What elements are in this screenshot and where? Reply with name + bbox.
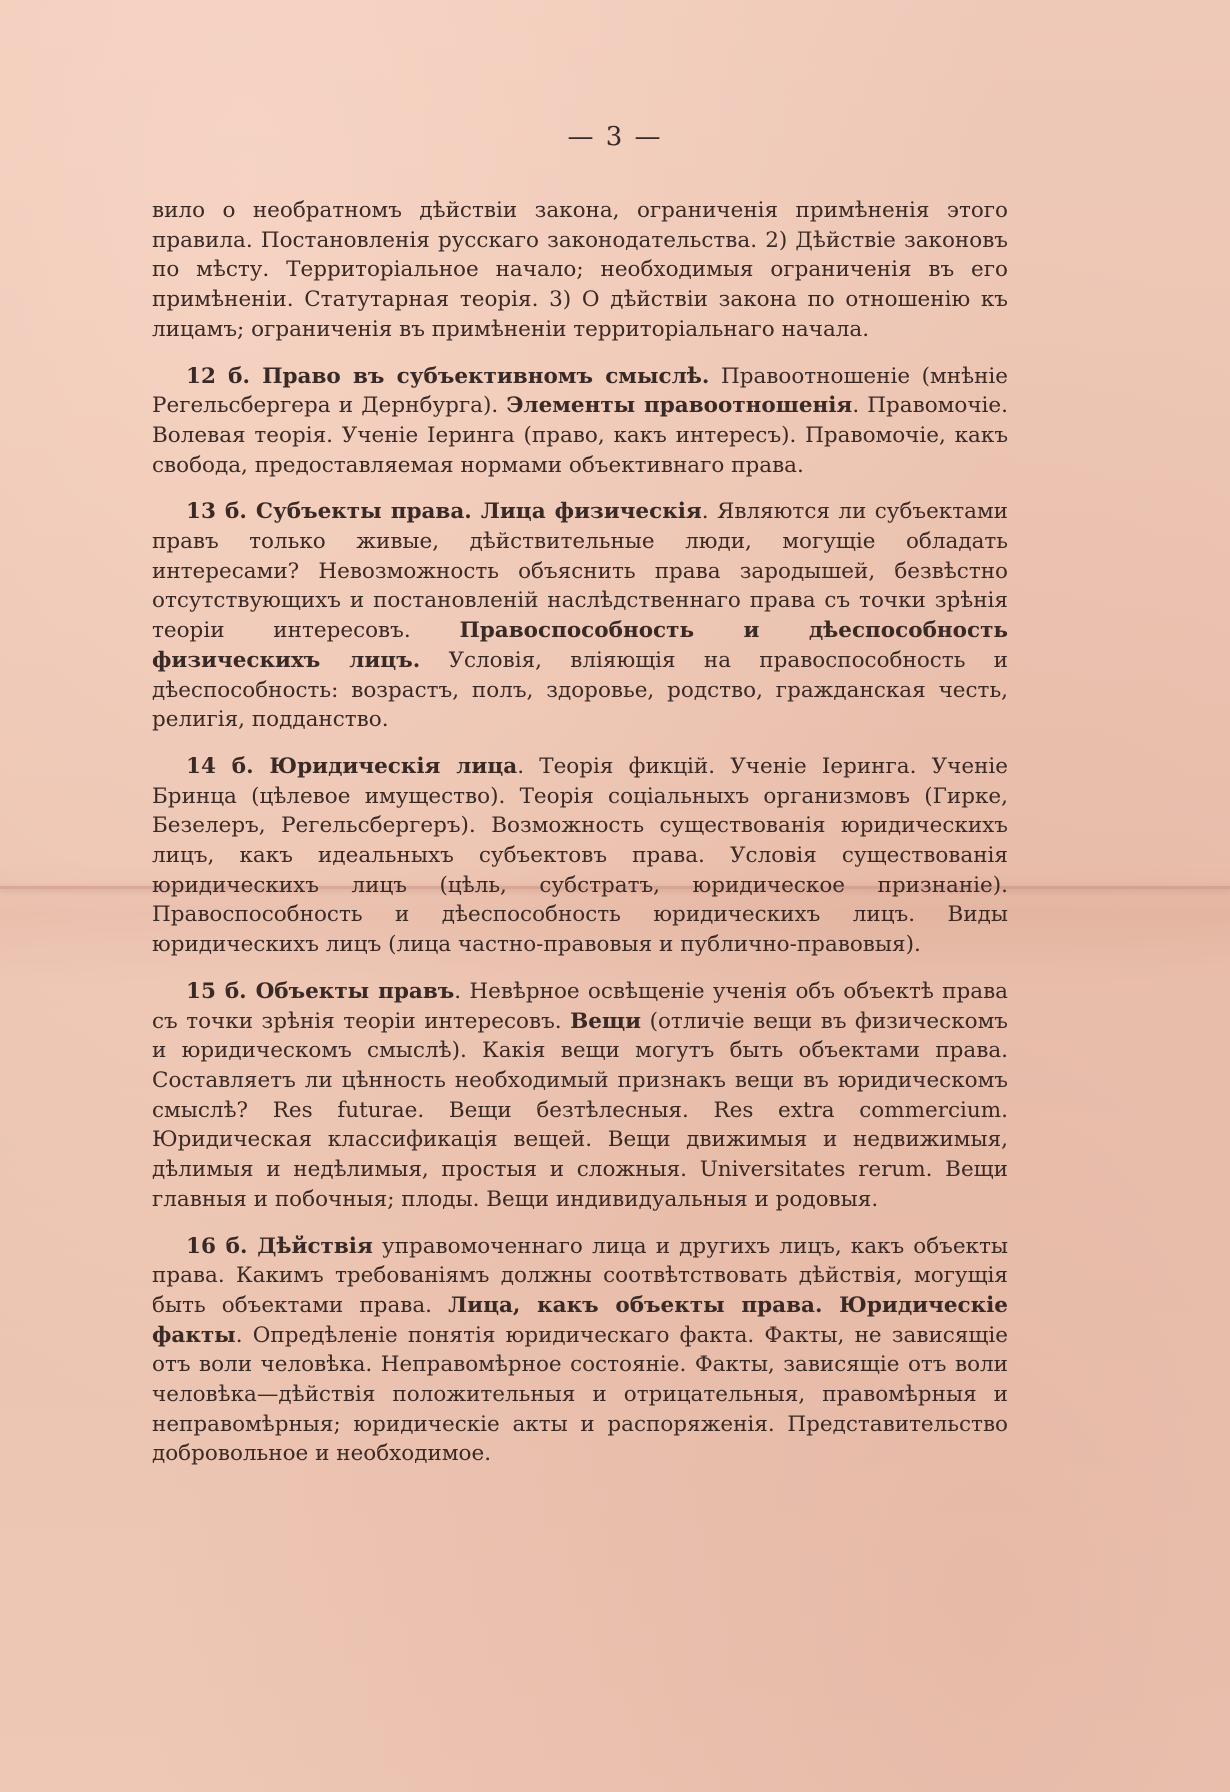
section-heading: 13 б. Субъекты права. Лица физическія bbox=[186, 499, 702, 525]
paragraph-continuation bbox=[152, 196, 1008, 345]
text-segment: Правоотношеніе (мнѣніе Регельсбергера и Дернбурга). bbox=[152, 363, 1008, 419]
text-segment: . Невѣрное освѣщеніе ученія объ объектѣ права съ точки зрѣнія теоріи интересовъ. bbox=[152, 978, 1008, 1034]
document-body bbox=[152, 196, 1008, 1486]
text-segment: (отличіе вещи въ физическомъ и юридическомъ смыслѣ). Какія вещи могутъ быть объектами права. Составляетъ ли цѣнность необходимый признакъ вещи въ юридическомъ смыслѣ? Res futurae. Вещи безтѣлесныя. Res extra commercium. Юридическая классификація вещей. Вещи движимыя и недвижимыя, дѣлимыя и недѣлимыя, простыя и сложныя. Universitates rerum. Вещи главныя и побочныя; плоды. Вещи индивидуальныя и родовыя. bbox=[152, 1008, 1008, 1212]
text-segment: вило о необратномъ дѣйствіи закона, ограниченія примѣненія этого правила. Постановленія русскаго законодательства. 2) Дѣйствіе законовъ по мѣсту. Территоріальное начало; необходимыя ограниченія въ его примѣненіи. Статутарная теорія. 3) О дѣйствіи закона по отношенію къ лицамъ; ограниченія въ примѣненіи территоріальнаго начала. bbox=[152, 198, 1008, 342]
section-heading: 16 б. Дѣйствія bbox=[186, 1233, 373, 1259]
text-segment: Условія, вліяющія на правоспособность и дѣеспособность: возрастъ, полъ, здоровье, родство, гражданская честь, религія, подданство. bbox=[152, 647, 1008, 733]
section-heading: 12 б. Право въ субъективномъ смыслѣ. bbox=[186, 363, 710, 389]
paragraph-section-12 bbox=[152, 362, 1008, 481]
text-segment: . Теорія фикцій. Ученіе Іеринга. Ученіе Бринца (цѣлевое имущество). Теорія соціальныхъ организмовъ (Гирке, Безелеръ, Регельсбергеръ). Возможность существованія юридическихъ лицъ, какъ идеальныхъ субъектовъ права. Условія существованія юридическихъ лицъ (цѣль, субстратъ, юридическое признаніе). Правоспособность и дѣеспособность юридическихъ лицъ. Виды юридическихъ лицъ (лица частно-правовыя и публично-правовыя). bbox=[152, 753, 1009, 958]
text-segment: управомоченнаго лица и другихъ лицъ, какъ объекты права. Какимъ требованіямъ должны соотвѣтствовать дѣйствія, могущія быть объектами права. bbox=[152, 1233, 1008, 1318]
text-segment: . Правомочіе. Волевая теорія. Ученіе Іеринга (право, какъ интересъ). Правомочіе, какъ свобода, предоставляемая нормами объективнаго права. bbox=[152, 393, 1008, 478]
bold-term: Лица, какъ объекты права. Юридическіе факты bbox=[152, 1292, 1008, 1348]
bold-term: Вещи bbox=[570, 1008, 642, 1034]
paragraph-section-13 bbox=[152, 497, 1008, 735]
bold-term: Элементы правоотношенія bbox=[506, 393, 853, 419]
text-segment: . Опредѣленіе понятія юридическаго факта. Факты, не зависящіе отъ воли человѣка. Неправомѣрное состояніе. Факты, зависящіе отъ воли человѣка—дѣйствія положительныя и отрицательныя, правомѣрныя и неправомѣрныя; юридическіе акты и распоряженія. Представительство добровольное и необходимое. bbox=[152, 1322, 1008, 1467]
text-segment: . Являются ли субъектами правъ только живые, дѣйствительные люди, могущіе обладать интересами? Невозможность объяснить права зародышей, безвѣстно отсутствующихъ и постановленій наслѣдственнаго права съ точки зрѣнія теоріи интересовъ. bbox=[152, 499, 1008, 644]
paragraph-section-14 bbox=[152, 752, 1008, 960]
section-heading: 15 б. Объекты правъ bbox=[186, 978, 455, 1004]
section-heading: 14 б. Юридическія лица bbox=[186, 753, 518, 779]
paragraph-section-16 bbox=[152, 1232, 1008, 1470]
bold-term: Правоспособность и дѣеспособность физическихъ лицъ. bbox=[152, 618, 1008, 673]
page-number: — 3 — bbox=[567, 122, 663, 152]
paragraph-section-15 bbox=[152, 977, 1008, 1215]
